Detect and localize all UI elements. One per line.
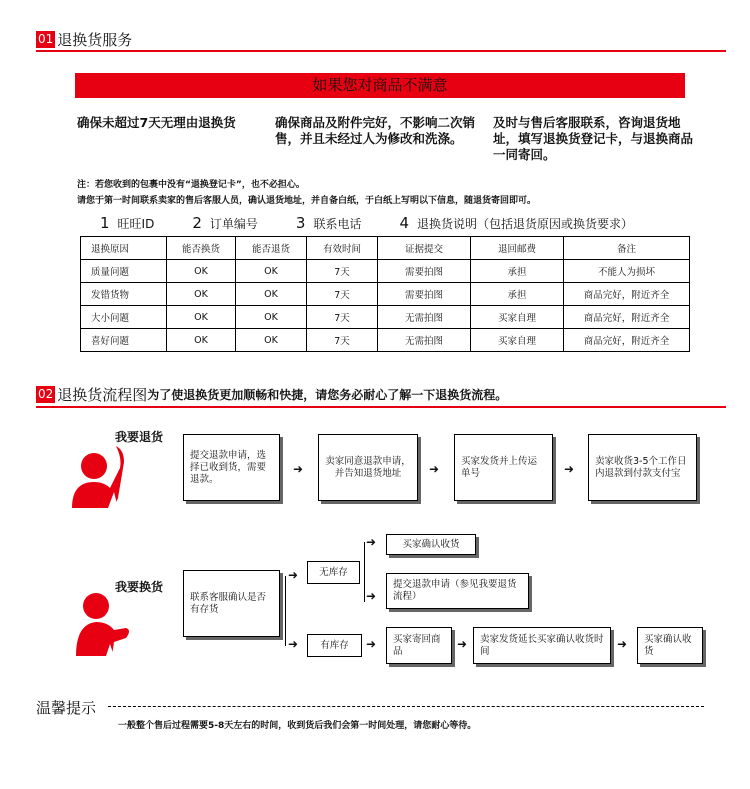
refund-step-3: 买家发货并上传运单号 xyxy=(454,434,553,501)
info-step xyxy=(192,214,258,232)
person-pointing-icon xyxy=(64,438,164,508)
table-cell: 无需拍图 xyxy=(378,329,471,352)
no-stock-confirm: 买家确认收货 xyxy=(386,534,476,555)
arrow-right-icon: ➜ xyxy=(366,637,377,651)
section1-heading xyxy=(36,29,132,50)
info-step xyxy=(399,214,633,232)
arrow-right-icon: ➜ xyxy=(366,535,377,549)
info-step xyxy=(296,214,362,232)
table-header: 有效时间 xyxy=(307,237,378,260)
table-row xyxy=(81,260,690,283)
table-cell: 无需拍图 xyxy=(378,306,471,329)
in-stock-step-2: 卖家发货延长买家确认收货时间 xyxy=(473,627,611,664)
table-cell: 商品完好，附近齐全 xyxy=(564,306,690,329)
table-cell: 不能人为损坏 xyxy=(564,260,690,283)
tips-title: 温馨提示 xyxy=(36,699,97,717)
in-stock-step-1: 买家寄回商品 xyxy=(386,627,452,664)
condition-3: 及时与售后客服联系，咨询退货地址，填写退换货登记卡，与退换商品一同寄回。 xyxy=(493,115,694,162)
section2-divider xyxy=(36,406,726,408)
section1-number: 01 xyxy=(38,32,54,46)
table-cell: OK xyxy=(236,329,307,352)
tips-divider xyxy=(108,706,704,707)
condition-1: 确保未超过7天无理由退换货 xyxy=(77,115,236,130)
step-label: 联系电话 xyxy=(313,216,362,231)
table-cell: 发错货物 xyxy=(81,283,167,306)
in-stock-label: 有库存 xyxy=(307,634,362,657)
section1-divider xyxy=(36,50,726,52)
table-cell: 需要拍图 xyxy=(378,283,471,306)
table-header: 退换原因 xyxy=(81,237,167,260)
no-stock-label: 无库存 xyxy=(307,561,360,584)
arrow-right-icon: ➜ xyxy=(457,637,468,651)
arrow-right-icon: ➜ xyxy=(288,637,299,651)
table-row xyxy=(81,283,690,306)
table-header: 证据提交 xyxy=(378,237,471,260)
table-cell: OK xyxy=(167,283,236,306)
arrow-right-icon: ➜ xyxy=(288,568,299,582)
table-header: 能否退货 xyxy=(236,237,307,260)
section2-heading xyxy=(36,384,507,405)
table-cell: OK xyxy=(167,260,236,283)
step-number: 1 xyxy=(100,214,110,232)
table-cell: 7天 xyxy=(307,260,378,283)
table-header: 退回邮费 xyxy=(471,237,564,260)
table-cell: OK xyxy=(236,306,307,329)
banner: 如果您对商品不满意 xyxy=(75,73,685,98)
table-cell: 买家自理 xyxy=(471,306,564,329)
branch-line xyxy=(285,576,286,646)
arrow-right-icon: ➜ xyxy=(564,462,575,476)
section2-subtitle: 为了使退换货更加顺畅和快捷，请您务必耐心了解一下退换货流程。 xyxy=(147,388,508,402)
table-header: 能否换货 xyxy=(167,237,236,260)
table-cell: 承担 xyxy=(471,260,564,283)
step-label: 订单编号 xyxy=(209,216,258,231)
arrow-right-icon: ➜ xyxy=(617,637,628,651)
note-2: 请您于第一时间联系卖家的售后客服人员，确认退货地址，并自备白纸，于白纸上写明以下信息，随退货寄回即可。 xyxy=(77,196,537,206)
section1-title: 退换货服务 xyxy=(57,31,133,49)
table-cell: 质量问题 xyxy=(81,260,167,283)
tips-text: 一般整个售后过程需要5-8天左右的时间，收到货后我们会第一时间处理，请您耐心等待。 xyxy=(118,721,477,731)
table-cell: 喜好问题 xyxy=(81,329,167,352)
arrow-right-icon: ➜ xyxy=(293,462,304,476)
table-cell: OK xyxy=(167,306,236,329)
condition-2: 确保商品及附件完好，不影响二次销售，并且未经过人为修改和洗涤。 xyxy=(275,115,476,146)
return-policy-table xyxy=(80,236,690,352)
info-steps xyxy=(100,214,671,232)
table-cell: OK xyxy=(167,329,236,352)
note-1: 注：若您收到的包裹中没有“退换登记卡”，也不必担心。 xyxy=(77,180,305,190)
step-label: 退换货说明（包括退货原因或换货要求） xyxy=(417,216,634,231)
table-cell: 7天 xyxy=(307,283,378,306)
table-cell: 商品完好，附近齐全 xyxy=(564,329,690,352)
refund-step-1: 提交退款申请，选择已收到货，需要退款。 xyxy=(183,434,280,501)
table-cell: OK xyxy=(236,260,307,283)
table-cell: 需要拍图 xyxy=(378,260,471,283)
exchange-flow-label: 我要换货 xyxy=(115,580,164,594)
table-cell: 7天 xyxy=(307,329,378,352)
step-number: 4 xyxy=(399,214,409,232)
table-cell: 买家自理 xyxy=(471,329,564,352)
table-header-row xyxy=(81,237,690,260)
step-label: 旺旺ID xyxy=(117,216,155,231)
branch-line xyxy=(364,542,365,602)
arrow-right-icon: ➜ xyxy=(429,462,440,476)
table-cell: OK xyxy=(236,283,307,306)
info-step xyxy=(100,214,154,232)
in-stock-step-3: 买家确认收货 xyxy=(637,627,703,664)
no-stock-refund: 提交退款申请（参见我要退货流程） xyxy=(386,573,529,609)
table-cell: 承担 xyxy=(471,283,564,306)
arrow-right-icon: ➜ xyxy=(366,589,377,603)
table-cell: 商品完好，附近齐全 xyxy=(564,283,690,306)
table-cell: 大小问题 xyxy=(81,306,167,329)
table-row xyxy=(81,306,690,329)
refund-step-2: 卖家同意退款申请，并告知退货地址 xyxy=(318,434,418,501)
refund-step-4: 卖家收货3-5个工作日内退款到付款支付宝 xyxy=(588,434,697,501)
refund-flow-label: 我要退货 xyxy=(115,430,164,444)
table-row xyxy=(81,329,690,352)
section2-number: 02 xyxy=(38,387,54,401)
step-number: 3 xyxy=(295,214,306,232)
person-icon xyxy=(66,586,166,656)
exchange-start: 联系客服确认是否有存货 xyxy=(183,570,280,637)
table-header: 备注 xyxy=(564,237,690,260)
step-number: 2 xyxy=(192,214,202,232)
table-cell: 7天 xyxy=(307,306,378,329)
section2-title: 退换货流程图 xyxy=(57,386,148,404)
